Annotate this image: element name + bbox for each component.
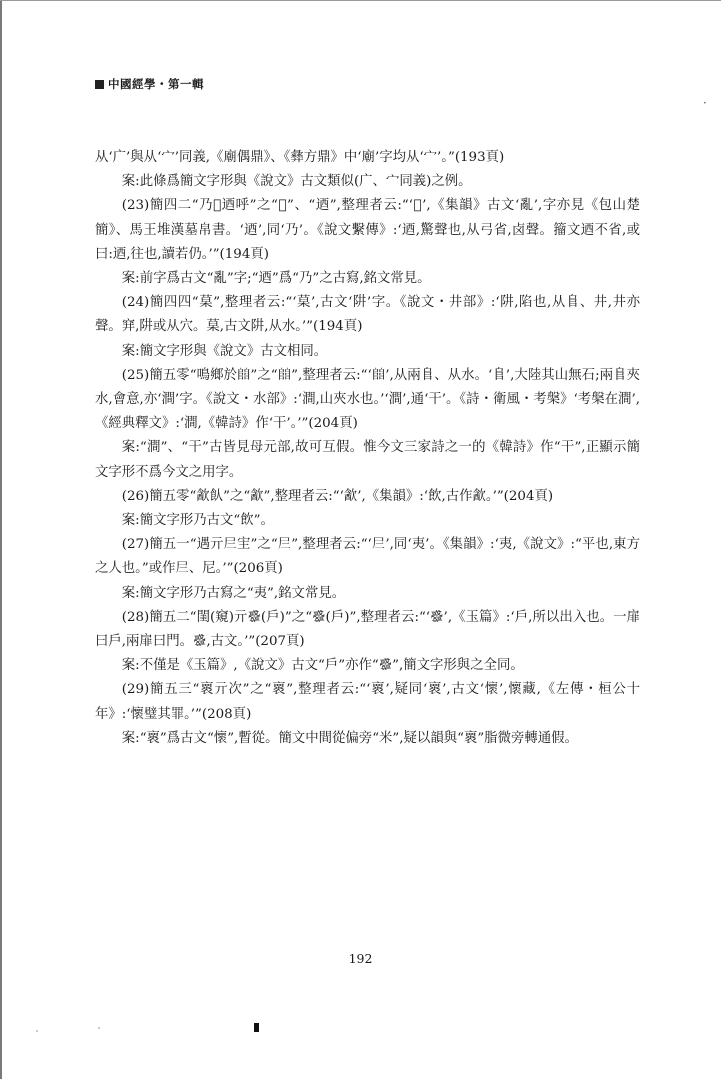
paragraph: 案:不僅是《玉篇》,《說文》古文“戶”亦作“𢨋”,簡文字形與之全同。 (121, 658, 524, 674)
paragraph: 案:簡文字形乃古寫之“夷”,銘文常見。 (121, 585, 346, 601)
paragraph: (28)簡五二“閨(窺)亓𢨋(戶)”之“𢨋(戶)”,整理者云:“‘𢨋’,《玉篇》:‘戶,所以出入也。一扉曰戶,兩扉曰門。𢨋,古文。’”(207頁) (95, 609, 640, 650)
paragraph: 案:“澗”、“干”古皆見母元部,故可互假。惟今文三家詩之一的《韓詩》作“干”,正顯示簡文字形不爲今文之用字。 (95, 440, 640, 480)
scan-mark (254, 1023, 259, 1032)
paragraph: 案:“褱”爲古文“懷”,暫從。簡文中間從偏旁“米”,疑以韻與“褱”脂微旁轉通假。 (121, 730, 578, 746)
paragraph: 案:前字爲古文“亂”字;“迺”爲“乃”之古寫,銘文常見。 (121, 271, 431, 287)
scan-speck (36, 1030, 38, 1032)
running-header (95, 76, 204, 92)
scan-edge (0, 0, 2, 1079)
paragraph: 案:簡文字形與《說文》古文相同。 (121, 343, 328, 359)
paragraph: (29)簡五三“褱亓次”之“褱”,整理者云:“‘褱’,疑同‘褱’,古文‘懷’,懷藏,《左傳・桓公十年》:‘懷璧其罪。’”(208頁) (95, 682, 640, 722)
paragraph: (23)簡四二“乃𢿝迺呼”之“𢿝”、“迺”,整理者云:“‘𢿝’,《集韻》古文‘亂’,字亦見《包山楚簡》、馬王堆漢墓帛書。‘迺’,同‘乃’。《說文繫傳》:‘迺,驚聲也,从弓省,卤聲。籀文迺不省,或曰:迺,往也,讀若仍。’”(194頁) (95, 198, 640, 262)
paragraph: (26)簡五零“㱃飤”之“㱃”,整理者云:“‘㱃’,《集韻》:‘飲,古作㱃。’”(204頁) (121, 488, 554, 504)
paragraph: (24)簡四四“菒”,整理者云:“‘菒’,古文‘阱’字。《說文・井部》:‘阱,陷也,从𨸏、井,井亦聲。穽,阱或从穴。菒,古文阱,从水。’”(194頁) (95, 295, 640, 335)
paragraph: 案:簡文字形乃古文“飲”。 (121, 513, 274, 529)
header-title: 中國經學・第一輯 (108, 77, 204, 91)
page-body (95, 146, 640, 751)
paragraph: (25)簡五零“鳴鄉於𨺅”之“𨺅”,整理者云:“‘𨺅’,从兩𨸏、从水。‘𨸏’,大陸其山無石;兩𨸏夾水,會意,亦‘澗’字。《說文・水部》:‘澗,山夾水也。’‘澗’,通‘干’。《詩・衛風・考槃》‘考槃在澗’,《經典釋文》:‘澗,《韓詩》作‘干’。’”(204頁) (95, 367, 640, 432)
header-square-icon (95, 80, 104, 89)
paragraph: 案:此條爲簡文字形與《說文》古文類似(广、宀同義)之例。 (121, 174, 472, 190)
page-number: 192 (348, 951, 373, 966)
paragraph: 从‘广’與从‘宀’同義,《廟偶鼎》、《彝方鼎》中‘廟’字均从‘宀’。”(193頁) (95, 150, 505, 165)
scan-edge-top (0, 0, 721, 1)
margin-mark: · (703, 96, 707, 110)
scan-speck (98, 1027, 100, 1029)
paragraph: (27)簡五一“遇亓𡰥宔”之“𡰥”,整理者云:“‘𡰥’,同‘夷’。《集韻》:‘夷,《說文》:“平也,東方之人也。”或作𡰥、尼。’”(206頁) (95, 537, 640, 577)
